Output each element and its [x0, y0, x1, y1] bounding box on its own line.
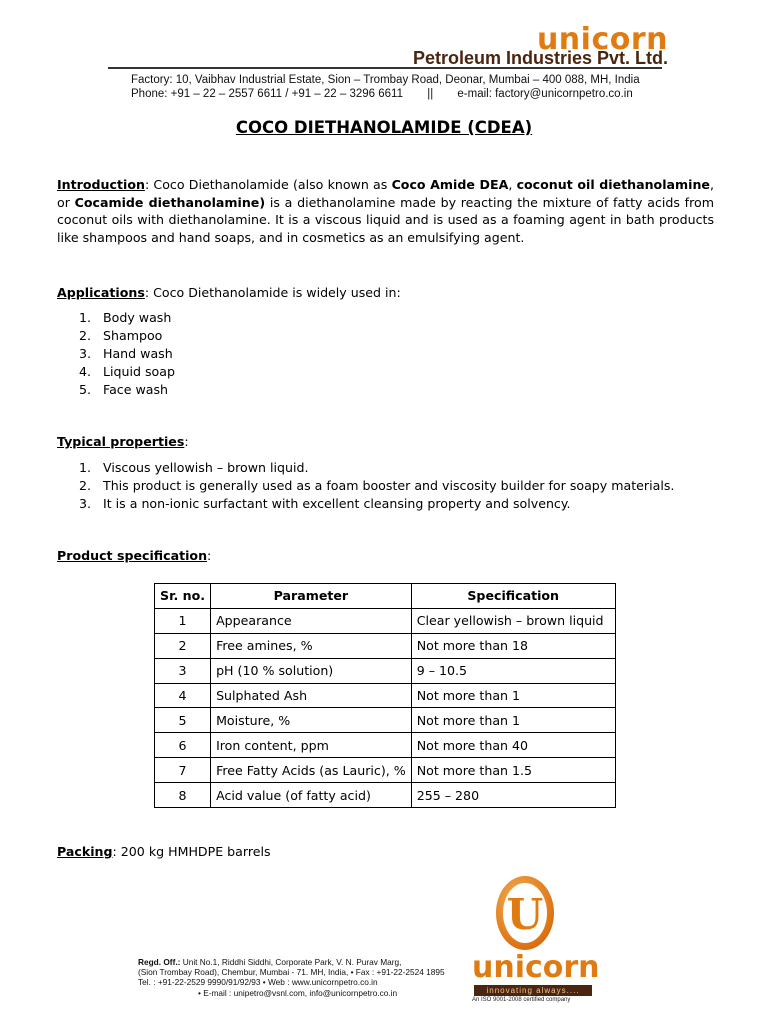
- phone-numbers: Phone: +91 – 22 – 2557 6611 / +91 – 22 – 3296 6611: [131, 88, 403, 100]
- list-item: [57, 477, 714, 495]
- factory-address: Factory: 10, Vaibhav Industrial Estate, Sion – Trombay Road, Deonar, Mumbai – 400 088, MH, India: [131, 74, 640, 86]
- logo-letter: U: [506, 890, 544, 939]
- sr-no-cell: 1: [155, 608, 211, 633]
- footer-line-2: (Sion Trombay Road), Chembur, Mumbai - 71. MH, India, • Fax : +91-22-2524 1895: [138, 967, 445, 978]
- parameter-cell: Free amines, %: [211, 633, 412, 658]
- footer-line-3: Tel. : +91-22-2529 9990/91/92/93 • Web : www.unicornpetro.co.in: [138, 977, 378, 988]
- table-header-row: [155, 584, 616, 609]
- table-row: [155, 658, 616, 683]
- introduction-label: Introduction: [57, 177, 145, 192]
- sr-no-cell: 4: [155, 683, 211, 708]
- list-text: It is a non-ionic surfactant with excellent cleansing property and solvency.: [103, 496, 571, 511]
- list-item: [57, 495, 714, 513]
- specification-cell: Not more than 40: [411, 733, 615, 758]
- intro-text: , or: [57, 177, 714, 210]
- list-number: 4.: [79, 364, 92, 379]
- packing-label: Packing: [57, 844, 113, 859]
- sr-no-cell: 7: [155, 758, 211, 783]
- footer-line-4: • E-mail : unipetro@vsnl.com, info@unicornpetro.co.in: [198, 987, 398, 998]
- applications-text: : Coco Diethanolamide is widely used in:: [144, 285, 401, 300]
- header-address: [131, 73, 640, 101]
- parameter-cell: Free Fatty Acids (as Lauric), %: [211, 758, 412, 783]
- applications-list: [57, 309, 714, 399]
- list-text: This product is generally used as a foam booster and viscosity builder for soapy materials.: [103, 478, 675, 493]
- contact-separator: ||: [427, 88, 434, 100]
- footer-certification: An ISO 9001-2008 certified company: [472, 997, 571, 1003]
- unicorn-logo-icon: [494, 875, 556, 955]
- list-text: Hand wash: [103, 346, 173, 361]
- properties-colon: :: [184, 434, 189, 449]
- table-row: [155, 683, 616, 708]
- applications-section: [57, 309, 714, 399]
- list-item: [57, 327, 714, 345]
- table-row: [155, 758, 616, 783]
- list-item: [57, 459, 714, 477]
- contact-line: [131, 87, 640, 101]
- specification-cell: Not more than 1.5: [411, 758, 615, 783]
- footer-line-1: [138, 957, 445, 967]
- column-header-sr-no: Sr. no.: [155, 584, 211, 609]
- table-row: [155, 708, 616, 733]
- table-row: [155, 783, 616, 808]
- parameter-cell: pH (10 % solution): [211, 658, 412, 683]
- parameter-cell: Iron content, ppm: [211, 733, 412, 758]
- applications-heading: [57, 284, 714, 302]
- table-row: [155, 608, 616, 633]
- footer-tagline: innovating always....: [474, 985, 592, 996]
- list-item: [57, 345, 714, 363]
- parameter-cell: Acid value (of fatty acid): [211, 783, 412, 808]
- list-number: 3.: [79, 346, 92, 361]
- document-title: COCO DIETHANOLAMIDE (CDEA): [235, 118, 533, 137]
- packing-line: [57, 843, 714, 861]
- intro-bold-term: Cocamide diethanolamine): [74, 194, 266, 210]
- specification-heading: [57, 547, 714, 565]
- properties-list: [57, 459, 714, 513]
- intro-text: : Coco Diethanolamide (also known as: [144, 177, 392, 192]
- specification-cell: Not more than 1: [411, 708, 615, 733]
- footer-address: [138, 957, 445, 998]
- specification-cell: 255 – 280: [411, 783, 615, 808]
- sr-no-cell: 2: [155, 633, 211, 658]
- specification-cell: Clear yellowish – brown liquid: [411, 608, 615, 633]
- regd-office-address: Unit No.1, Riddhi Siddhi, Corporate Park, V. N. Purav Marg,: [180, 957, 402, 967]
- list-text: Body wash: [103, 310, 172, 325]
- applications-label: Applications: [57, 285, 145, 300]
- sr-no-cell: 8: [155, 783, 211, 808]
- packing-text: : 200 kg HMHDPE barrels: [112, 844, 271, 859]
- list-number: 2.: [79, 478, 92, 493]
- column-header-specification: Specification: [411, 584, 615, 609]
- sr-no-cell: 6: [155, 733, 211, 758]
- regd-office-label: Regd. Off.:: [138, 957, 181, 967]
- footer-brand-name: unicorn: [472, 950, 600, 985]
- list-item: [57, 309, 714, 327]
- list-number: 5.: [79, 382, 92, 397]
- table-row: [155, 633, 616, 658]
- properties-section: [57, 459, 714, 513]
- sr-no-cell: 3: [155, 658, 211, 683]
- parameter-cell: Sulphated Ash: [211, 683, 412, 708]
- list-number: 1.: [79, 310, 92, 325]
- column-header-parameter: Parameter: [211, 584, 412, 609]
- list-number: 3.: [79, 496, 92, 511]
- list-number: 1.: [79, 460, 92, 475]
- list-text: Viscous yellowish – brown liquid.: [103, 460, 309, 475]
- introduction-paragraph: [57, 176, 714, 246]
- list-item: [57, 381, 714, 399]
- list-text: Shampoo: [103, 328, 163, 343]
- table-row: [155, 733, 616, 758]
- intro-bold-term: Coco Amide DEA: [391, 177, 509, 192]
- header-company-name: Petroleum Industries Pvt. Ltd.: [412, 48, 668, 68]
- specification-colon: :: [207, 548, 212, 563]
- specification-cell: Not more than 1: [411, 683, 615, 708]
- list-number: 2.: [79, 328, 92, 343]
- specification-label: Product specification: [57, 548, 208, 563]
- parameter-cell: Appearance: [211, 608, 412, 633]
- specification-cell: Not more than 18: [411, 633, 615, 658]
- properties-label: Typical properties: [57, 434, 185, 449]
- parameter-cell: Moisture, %: [211, 708, 412, 733]
- sr-no-cell: 5: [155, 708, 211, 733]
- list-text: Liquid soap: [103, 364, 175, 379]
- header-brand-logo: unicorn: [536, 22, 668, 57]
- properties-heading: [57, 433, 714, 451]
- intro-text: is a diethanolamine made by reacting the mixture of fatty acids from coconut oils with diethanolamine. It is a viscous liquid and is used as a foaming agent in bath products like shampoos and hand soaps, and in cosmetics as an emulsifying agent.: [57, 194, 714, 245]
- factory-email: e-mail: factory@unicornpetro.co.in: [457, 88, 633, 100]
- header-divider: [108, 67, 662, 69]
- specification-cell: 9 – 10.5: [411, 658, 615, 683]
- list-text: Face wash: [103, 382, 169, 397]
- specification-table: [154, 583, 616, 808]
- list-item: [57, 363, 714, 381]
- intro-text: ,: [508, 177, 517, 192]
- intro-bold-term: coconut oil diethanolamine: [516, 177, 710, 192]
